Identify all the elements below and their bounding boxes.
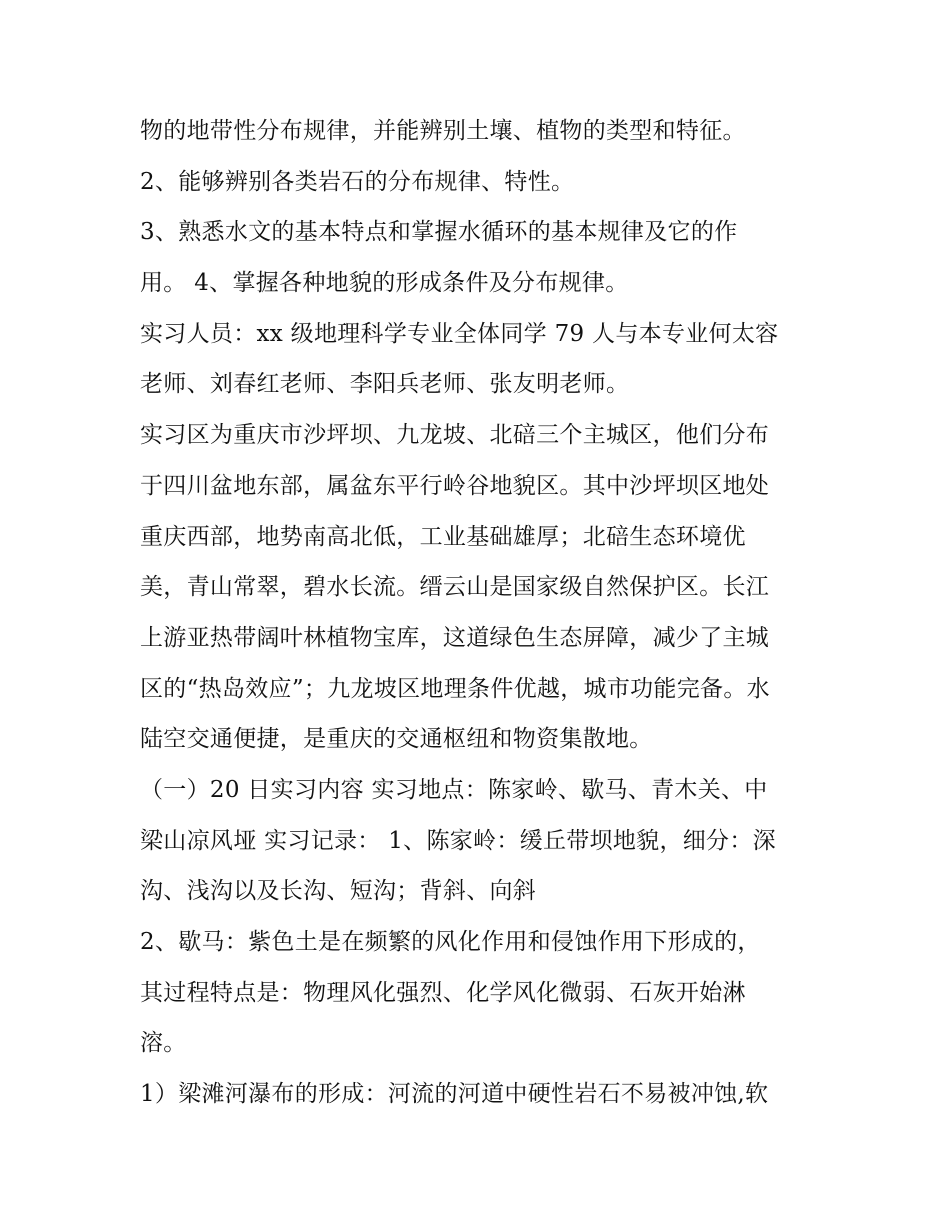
- document-body: [140, 106, 820, 1120]
- text-line: 实习区为重庆市沙坪坝、九龙坡、北碚三个主城区，他们分布: [140, 422, 770, 449]
- text-line: 用。 4、掌握各种地貌的形成条件及分布规律。: [140, 270, 629, 297]
- text-line: 于四川盆地东部，属盆东平行岭谷地貌区。其中沙坪坝区地处: [140, 472, 770, 499]
- text-line: 溶。: [140, 1030, 187, 1057]
- text-line: 美，青山常翠，碧水长流。缙云山是国家级自然保护区。长江: [140, 574, 770, 601]
- text-line: 其过程特点是：物理风化强烈、化学风化微弱、石灰开始淋: [140, 979, 746, 1006]
- text-line: 1）梁滩河瀑布的形成：河流的河道中硬性岩石不易被冲蚀,软: [140, 1081, 769, 1108]
- text-line: 上游亚热带阔叶林植物宝库，这道绿色生态屏障，减少了主城: [140, 624, 770, 651]
- text-line: （一）20 日实习内容 实习地点：陈家岭、歇马、青木关、中: [140, 776, 768, 803]
- text-line: 重庆西部，地势南高北低，工业基础雄厚；北碚生态环境优: [140, 523, 746, 550]
- text-line: 实习人员：xx 级地理科学专业全体同学 79 人与本专业何太容: [140, 320, 779, 347]
- text-line: 梁山凉风垭 实习记录： 1、陈家岭：缓丘带坝地貌，细分：深: [140, 827, 776, 854]
- text-line: 陆空交通便捷，是重庆的交通枢纽和物资集散地。: [140, 726, 653, 753]
- text-line: 沟、浅沟以及长沟、短沟；背斜、向斜: [140, 878, 537, 905]
- text-line: 物的地带性分布规律，并能辨别土壤、植物的类型和特征。: [140, 118, 746, 144]
- text-line: 3、熟悉水文的基本特点和掌握水循环的基本规律及它的作: [140, 219, 738, 246]
- text-line: 2、能够辨别各类岩石的分布规律、特性。: [140, 168, 575, 195]
- text-line: 2、歇马：紫色土是在频繁的风化作用和侵蚀作用下形成的，: [140, 929, 761, 955]
- text-line: 区的“热岛效应”；九龙坡区地理条件优越，城市功能完备。水: [140, 675, 770, 702]
- text-line: 老师、刘春红老师、李阳兵老师、张友明老师。: [140, 371, 630, 398]
